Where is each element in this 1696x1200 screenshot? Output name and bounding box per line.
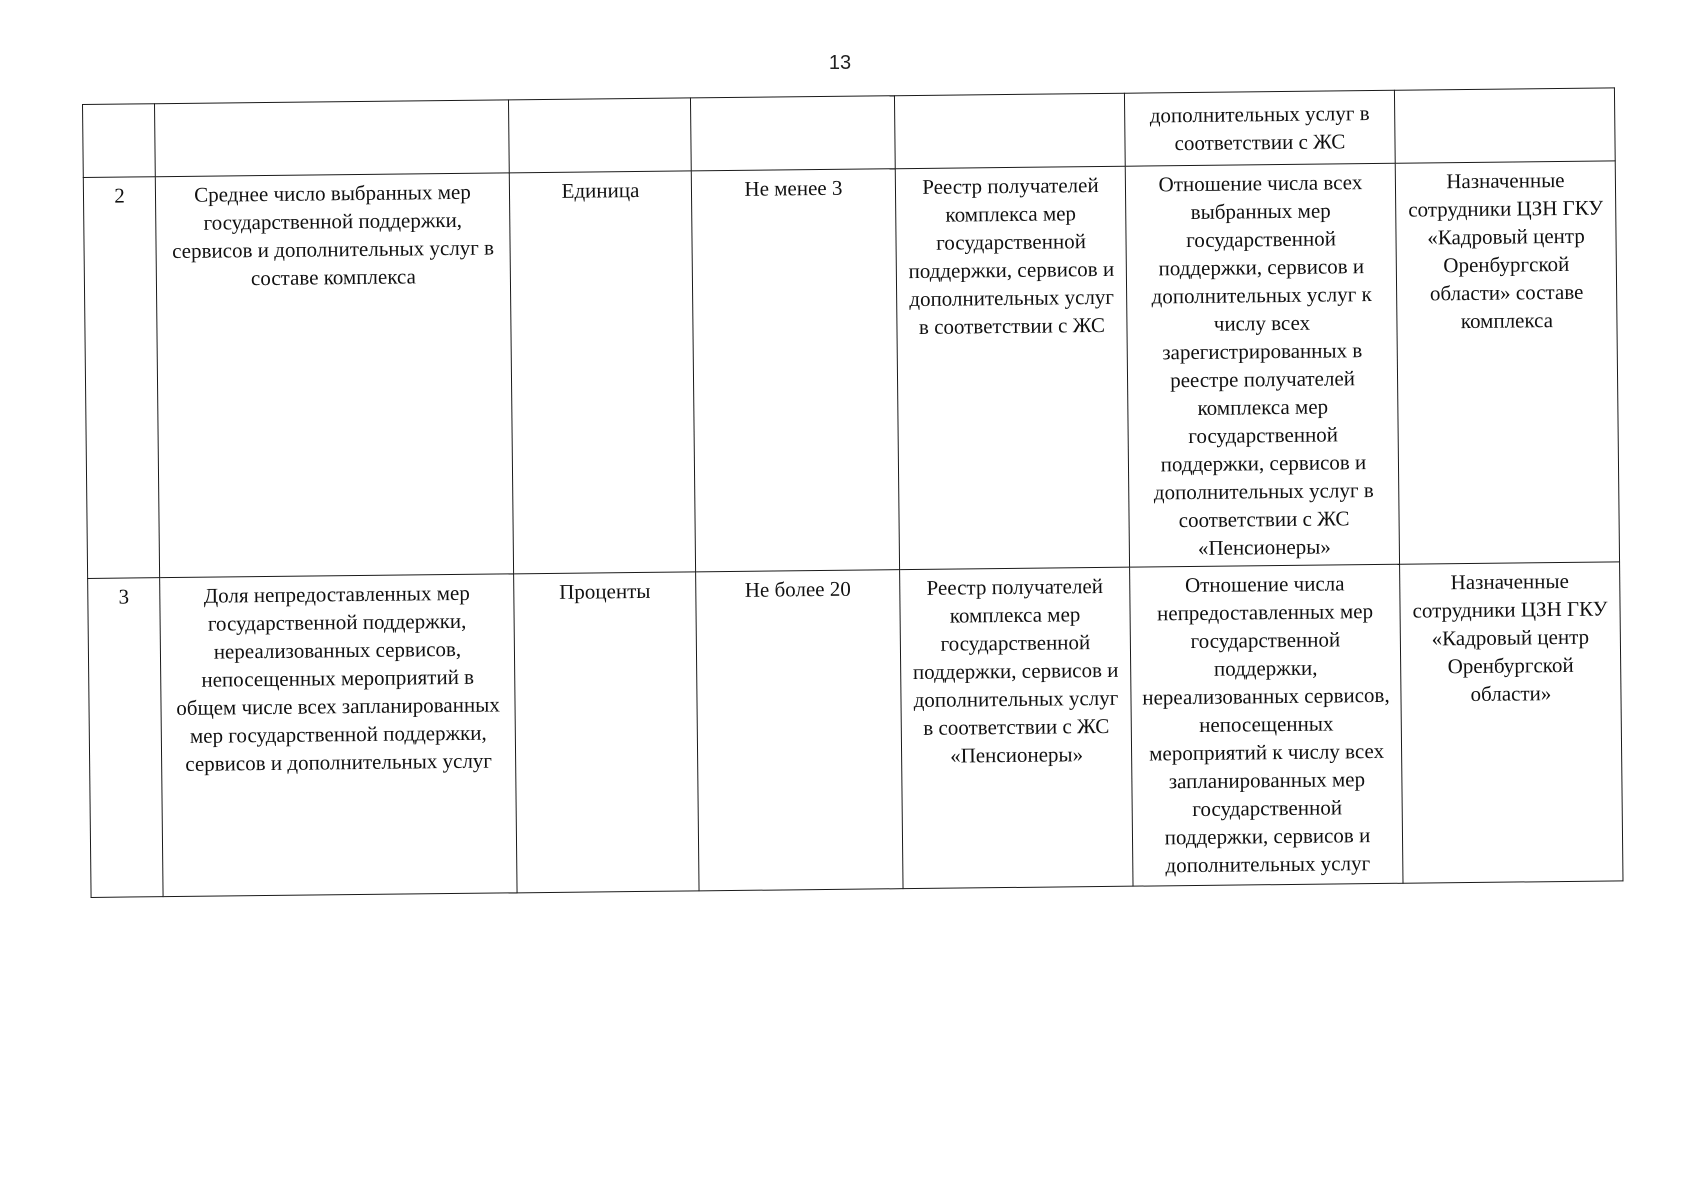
table-row [83, 161, 1619, 579]
continuation-cell-unit [508, 98, 691, 173]
responsible-party: Назначенные сотрудники ЦЗН ГКУ «Кадровый центр Оренбургской области» составе комплекса [1395, 161, 1619, 564]
continuation-cell-source [894, 93, 1125, 168]
responsible-party: Назначенные сотрудники ЦЗН ГКУ «Кадровый центр Оренбургской области» [1400, 562, 1623, 883]
indicator-name: Среднее число выбранных мер государственной поддержки, сервисов и дополнительных услуг в составе комплекса [155, 173, 513, 578]
indicators-table-container [82, 87, 1623, 898]
continuation-cell-method: дополнительных услуг в соответствии с ЖС [1124, 90, 1395, 166]
indicators-table [82, 87, 1624, 898]
indicator-name: Доля непредоставленных мер государственной поддержки, нереализованных сервисов, непосещенных мероприятий в общем числе всех запланированных мер государственной поддержки, сервисов и дополнительных услуг [160, 574, 517, 897]
continuation-cell-number [83, 104, 156, 178]
target-value: Не более 20 [696, 570, 903, 891]
calculation-method: Отношение числа непредоставленных мер государственной поддержки, нереализованных сервисов, непосещенных мероприятий к числу всех запланированных мер государственной поддержки, сервисов и дополнительных услуг [1130, 564, 1403, 886]
row-number: 2 [83, 177, 159, 579]
row-number: 3 [88, 578, 163, 898]
table-row [88, 562, 1623, 898]
data-source: Реестр получателей комплекса мер государственной поддержки, сервисов и дополнительных услуг в соответствии с ЖС «Пенсионеры» [900, 567, 1133, 888]
continuation-cell-indicator [155, 100, 510, 177]
target-value: Не менее 3 [691, 169, 899, 572]
unit-of-measure: Единица [509, 171, 695, 574]
data-source: Реестр получателей комплекса мер государственной поддержки, сервисов и дополнительных услуг в соответствии с ЖС [895, 166, 1129, 569]
continuation-cell-responsible [1394, 88, 1615, 163]
continuation-cell-target [690, 96, 895, 171]
unit-of-measure: Проценты [514, 572, 699, 893]
calculation-method: Отношение числа всех выбранных мер государственной поддержки, сервисов и дополнительных услуг к числу всех зарегистрированных в реестре получателей комплекса мер государственной поддержки, сервисов и дополнительных услуг в соответствии с ЖС «Пенсионеры» [1125, 163, 1399, 567]
page-number: 13 [828, 52, 852, 74]
